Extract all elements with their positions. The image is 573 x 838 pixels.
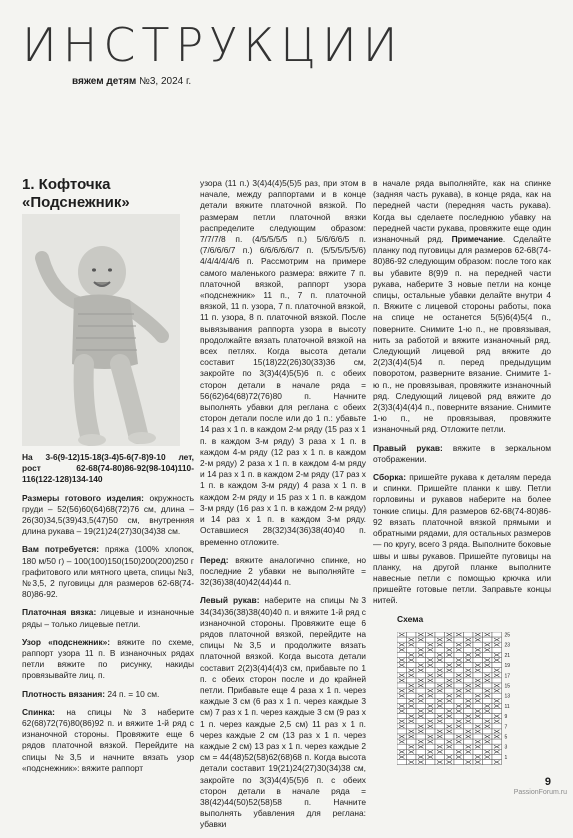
chart-cell (416, 658, 426, 663)
chart-cell (426, 637, 436, 642)
chart-cell (426, 714, 436, 719)
chart-row-number: 11 (504, 703, 510, 710)
chart-cell (426, 698, 436, 703)
chart-row-number: 3 (504, 744, 508, 751)
page-number: 9 (544, 776, 551, 788)
chart-row-number: 17 (504, 673, 511, 680)
chart-cell (454, 683, 464, 688)
chart-cell (473, 658, 483, 663)
chart-cell (445, 642, 455, 647)
chart-cell (426, 683, 436, 688)
column-1 (22, 452, 194, 781)
chart-cell (397, 683, 407, 688)
chart-cell (483, 652, 493, 657)
chart-cell (464, 724, 474, 729)
chart-cell (445, 719, 455, 724)
back-instructions: Спинка: на спицы №3 наберите 62(68)72(76)80(86)92 п. и вяжите 1-й ряд с изнаночной стороны. Провяжите еще 6 рядов платочной вязкой. Перейдите на спицы №3,5 и начните вязать узор «подснежник»: вяжите раппорт (22, 706, 194, 773)
chart-cell (483, 714, 493, 719)
chart-cell (492, 724, 502, 729)
chart-cell (407, 709, 417, 714)
heading-line-2: «Подснежник» (22, 194, 130, 211)
chart-cell (416, 734, 426, 739)
chart-cell (435, 709, 445, 714)
chart-cell (454, 652, 464, 657)
chart-cell (483, 744, 493, 749)
chart-cell (473, 688, 483, 693)
chart-cell (407, 754, 417, 759)
chart-cell (454, 714, 464, 719)
chart-cell (397, 729, 407, 734)
chart-cell (454, 698, 464, 703)
chart-cell (416, 673, 426, 678)
chart-cell (407, 678, 417, 683)
chart-cell (454, 668, 464, 673)
schema-title: Схема (397, 614, 424, 624)
issue-number: №3, 2024 г. (136, 76, 192, 87)
chart-cell (492, 632, 502, 637)
chart-row-number: 13 (504, 693, 511, 700)
chart-row-number: 23 (504, 642, 511, 649)
chart-cell (407, 663, 417, 668)
article-heading (22, 176, 182, 212)
chart-cell (445, 658, 455, 663)
chart-cell (445, 734, 455, 739)
heading-line-1: 1. Кофточка (22, 176, 111, 193)
chart-cell (416, 688, 426, 693)
chart-row-number: 25 (504, 632, 511, 639)
chart-row-number: 15 (504, 683, 511, 690)
materials: Вам потребуется: пряжа (100% хлопок, 180 м/50 г) – 100(100)150(150)200(200)250 г графитового или мятного цвета, спицы №3, №3,5, 2 пуговицы для размеров 62-68(74-80)86-92. (22, 544, 194, 600)
chart-cell (464, 693, 474, 698)
baby-photo (22, 214, 180, 446)
chart-cell (407, 647, 417, 652)
back-continued: узора (11 п.) 3(4)4(4)5(5)5 раз, при этом в начале, между раппортами и в конце детали вяжите платочной вязкой. По размерам петли платочной вязки распределите следующим образом: 7/7/7/8 п. (4/5/5/5/5 п.) 5/6/6/6/5 п. (7/6/6/6/7 п.) 6/6/6/6/6/7 п. (5/5/5/5/5/6) 4/4/4/4/4/6 п. Рассмотрим на примере самого маленького размера: вяжите 7 п. платочной вязкой, раппорт узора «подснежник» 11 п., 7 п. платочной вязкой, 11 п. узора, 7 п. платочной вязкой, 11 п. узора, 8 п. платочной вязкой. После вывязывания раппорта узора в высоту продолжайте вязать платочной вязкой на всех петлях. Когда высота детали составит 15(18)22(26)30(33)36 см, закройте по 3(3)4(4)5(5)6 п. с обеих сторон детали в начале ряда = 56(62)64(68)72(76)80 п. Начните выполнять убавки для реглана с обеих сторон детали после или до 1 п.: убавьте 14 раз х 1 п. в каждом 2-м ряду (15 раз х 1 п. в каждом 3-м ряду) 3 раза х 1 п. в каждом 4-м ряду (12 раз х 1 п. в каждом 2-м ряду) 2 раза х 1 п. в каждом 4-м ряду и 14 раз х 1 п. в каждом 2-м ряду (17 раз х 1 п. в каждом 3-м ряду) 4 раза х 1 п. в каждом 2-м ряду и 15 раз х 1 п. в каждом 3-м ряду (16 раз х 1 п. в каждом 2-м ряду) и 14 раз х 1 п. в каждом 3-м ряду. Оставшиеся 28(32)34(36)38(40)40 п. временно отложите. (200, 178, 366, 547)
chart-cell (492, 709, 502, 714)
magazine-issue (72, 76, 191, 87)
chart-cell (473, 734, 483, 739)
chart-cell (464, 663, 474, 668)
chart-cell (435, 663, 445, 668)
chart-cell (435, 724, 445, 729)
chart-cell (407, 632, 417, 637)
chart-cell (397, 714, 407, 719)
chart-cell (435, 693, 445, 698)
chart-row-number: 9 (504, 714, 508, 721)
issue-name: вяжем детям (72, 76, 137, 87)
right-sleeve-instructions: Правый рукав: вяжите в зеркальном отображении. (373, 442, 551, 464)
chart-cell (473, 719, 483, 724)
chart-cell (397, 744, 407, 749)
chart-cell (492, 647, 502, 652)
chart-cell (435, 678, 445, 683)
chart-cell (464, 647, 474, 652)
chart-cell (416, 719, 426, 724)
chart-cell (407, 724, 417, 729)
left-sleeve-instructions: Левый рукав: наберите на спицы №3 34(34)36(38)38(40)40 п. и вяжите 1-й ряд с изнаночной стороны. Провяжите еще 6 рядов платочной вязкой, перейдите на спицы №3,5 и продолжите вязать платочной вязкой. Когда высота детали составит 2(2)3(4)4(4)3 см, прибавьте по 1 п. с обеих сторон после и до крайней петли. Прибавьте еще 4 раза х 1 п. через каждые 3 см (6 раз х 1 п. через каждые 3 см) 7 раз х 1 п. через каждые 3 см (9 раз х 1 п. через каждые 2,5 см) 11 раз х 1 п. через каждые 2 см (13 раз х 1 п. через каждые 2 см) 13 раз х 1 п. через каждые 2 см = 44(48)52(58)62(68)68 п. Когда высота детали составит 19(21)24(27)30(34)38 см, закройте по 3(3)4(4)5(5)6 п. с обеих сторон детали в начале ряда = 38(42)44(50)52(58)58 п. Начните выполнять убавления для реглана: убавки (200, 595, 366, 830)
chart-cell (445, 673, 455, 678)
chart-cell (397, 668, 407, 673)
chart-cell (426, 760, 436, 765)
watermark: PassionForum.ru (513, 789, 567, 796)
chart-cell (426, 744, 436, 749)
chart-cell (464, 678, 474, 683)
chart-cell (464, 739, 474, 744)
chart-cell (407, 739, 417, 744)
chart-cell (435, 647, 445, 652)
chart-cell (473, 642, 483, 647)
gauge: Плотность вязания: 24 п. = 10 см. (22, 688, 160, 699)
chart-row-number: 19 (504, 663, 511, 670)
chart-cell (483, 729, 493, 734)
chart-cell (454, 637, 464, 642)
chart-row-number: 5 (504, 734, 508, 741)
snowdrop-pattern: Узор «подснежник»: вяжите по схеме, раппорт узора 11 п. В изнаночных рядах петли вяжите по рисунку, накиды провязывайте лиц. п. (22, 636, 194, 681)
chart-cell (492, 663, 502, 668)
chart-cell (454, 729, 464, 734)
chart-cell (416, 703, 426, 708)
chart-row-number: 1 (504, 754, 508, 761)
chart-cell (454, 760, 464, 765)
size-range: На 3-6(9-12)15-18(3-4)5-6(7-8)9-10 лет, рост 62-68(74-80)86-92(98-104)110-116(122-128)134-140 (22, 452, 194, 485)
chart-cell (407, 693, 417, 698)
chart-cell (492, 678, 502, 683)
chart-cell (483, 637, 493, 642)
chart-cell (445, 688, 455, 693)
chart-cell (445, 703, 455, 708)
chart-cell (454, 744, 464, 749)
chart-cell (473, 673, 483, 678)
dimensions: Размеры готового изделия: окружность груди – 52(56)60(64)68(72)76 см, длина – 26(30)34,5(39)43,5(47)50 см, внутренняя длина рукава – 19(21)24(27)30(34)38 см. (22, 492, 194, 537)
chart-cell (445, 749, 455, 754)
column-3 (373, 178, 551, 614)
chart-cell (492, 693, 502, 698)
chart-cell (483, 760, 493, 765)
chart-cell (492, 739, 502, 744)
chart-row-number: 21 (504, 652, 511, 659)
chart-cell (397, 698, 407, 703)
chart-cell (492, 754, 502, 759)
chart-cell (426, 729, 436, 734)
page-title: ИНСТРУКЦИИ (22, 18, 404, 72)
front-instructions: Перед: вяжите аналогично спинке, но последние 2 убавки не выполняйте = 32(36)38(40)42(44)44 п. (200, 554, 366, 588)
chart-cell (464, 709, 474, 714)
chart-cell (483, 668, 493, 673)
sleeve-continued: в начале ряда выполняйте, как на спинке (задняя часть рукава), в конце ряда, как на передней части (передняя часть рукава). Когда вы сделаете последнюю убавку на передней части рукава, провяжите еще один изнаночный ряд. Примечание. Сделайте планку под пуговицы для размеров 62-68(74-80)86-92 следующим образом: после того как вы убавите 8(9)9 п. на передней части рукава, наберите 3 новые петли на конце спицы, остальные убавки делайте внутри 4 п. Вяжите с лицевой стороны работы, пока на спице не останется 5(5)6(4)5(4 п., поверните. Снимите 1-ю п., не провязывая, нить за работой и вяжите изнаночный ряд. Следующий лицевой ряд вяжите до 2(2)3(4)4(5)4 п. перед предыдущим поворотом, разверните вязание. Снимите 1-ю п., не провязывая, провяжите изнаночный ряд. Следующий лицевой ряд вяжите до 2(3)3(4)4(4)4 п., поверните вязание. Снимите 1-ю п., не провязывая, провяжите изнаночный ряд. Отложите петли. (373, 178, 552, 435)
chart-cell (426, 668, 436, 673)
chart-cell (483, 683, 493, 688)
knitting-chart (397, 632, 521, 768)
chart-cell (464, 632, 474, 637)
chart-cell (416, 642, 426, 647)
chart-cell (435, 754, 445, 759)
chart-cell (397, 760, 407, 765)
chart-cell (397, 637, 407, 642)
chart-cell (483, 698, 493, 703)
chart-cell (435, 739, 445, 744)
chart-cell (397, 652, 407, 657)
chart-cell (435, 632, 445, 637)
chart-cell (473, 703, 483, 708)
chart-row-number: 7 (504, 724, 508, 731)
chart-cell (473, 749, 483, 754)
garter-stitch: Платочная вязка: лицевые и изнаночные ряды – только лицевые петли. (22, 607, 194, 629)
chart-cell (426, 652, 436, 657)
column-2 (200, 178, 366, 838)
assembly-instructions: Сборка: пришейте рукава к деталям переда и спинки. Пришейте планки к шву. Петли горловины и рукавов наберите на более тонкие спицы. Для размеров 62-68(74-80)86-92 вязать платочной вязкой прямыми и обратными рядами, для остальных размеров — по кругу, всего 3 ряда. Выполните боковые швы и швы рукавов. Пришейте пуговицы на планку, на другой планке выполните навесные петли с помощью крючка или пришейте готовые петли. Заправьте концы нитей. (373, 472, 551, 606)
chart-cell (416, 749, 426, 754)
chart-cell (464, 754, 474, 759)
